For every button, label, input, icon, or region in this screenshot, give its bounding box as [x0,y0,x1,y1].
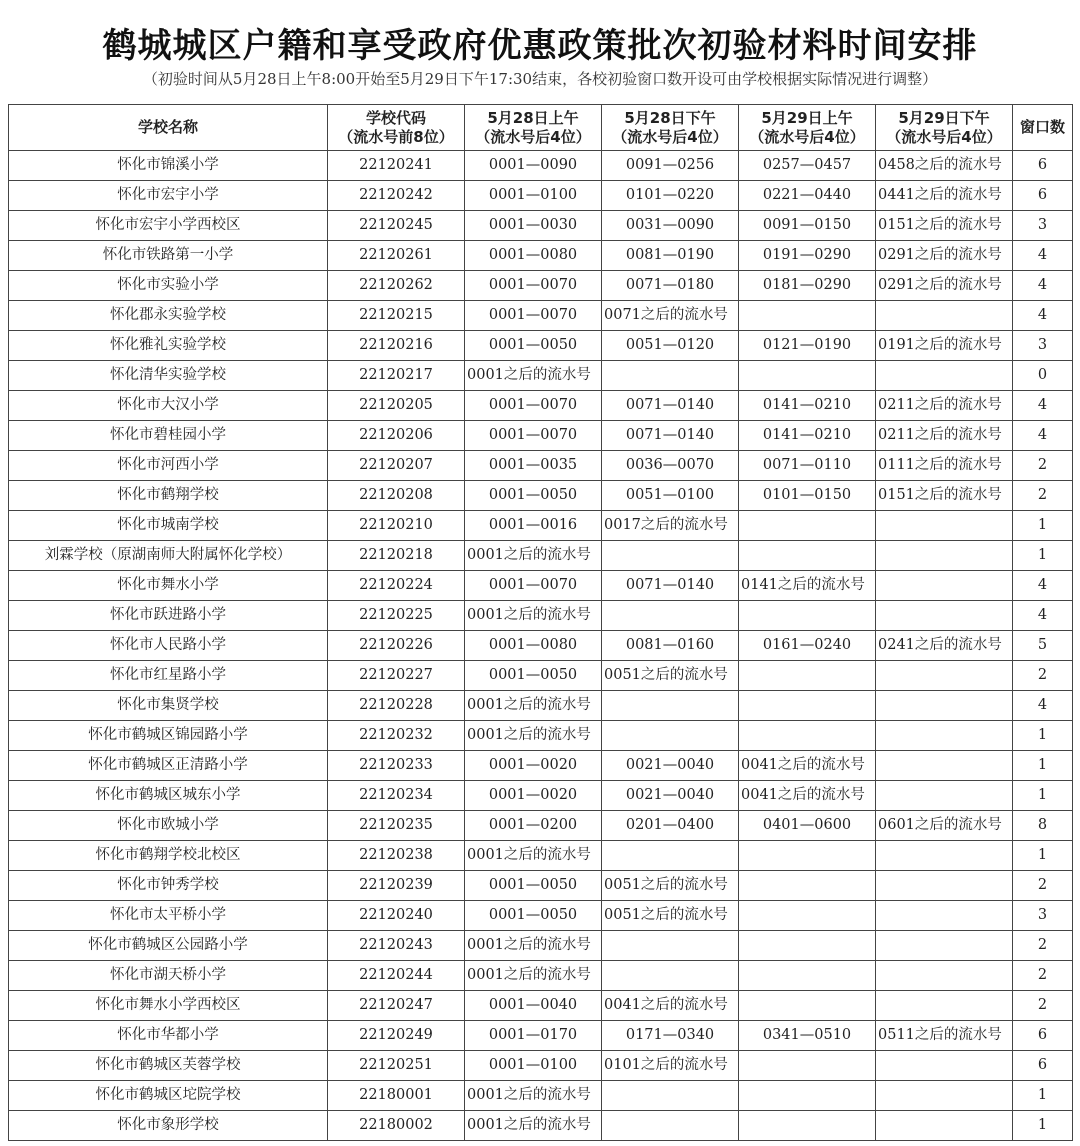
header-window-count: 窗口数 [1013,105,1073,151]
may29-am-cell: 0257—0457 [739,151,876,181]
may28-am-cell: 0001—0070 [465,421,602,451]
may28-am-cell: 0001—0050 [465,331,602,361]
may28-pm-cell [602,961,739,991]
may28-pm-cell: 0101—0220 [602,181,739,211]
may28-pm-cell: 0171—0340 [602,1021,739,1051]
may28-pm-cell [602,841,739,871]
may29-pm-cell: 0151之后的流水号 [876,211,1013,241]
may28-pm-cell: 0051之后的流水号 [602,661,739,691]
may29-am-cell: 0161—0240 [739,631,876,661]
may28-pm-cell: 0021—0040 [602,751,739,781]
table-row [9,331,1073,361]
may29-am-cell: 0091—0150 [739,211,876,241]
may28-am-cell: 0001之后的流水号 [465,721,602,751]
school-code-cell: 22180001 [328,1081,465,1111]
table-row [9,451,1073,481]
may28-am-cell: 0001之后的流水号 [465,601,602,631]
may28-am-cell: 0001—0050 [465,481,602,511]
may28-am-cell: 0001—0070 [465,301,602,331]
window-count-cell: 2 [1013,481,1073,511]
may28-am-cell: 0001之后的流水号 [465,541,602,571]
school-code-cell: 22120218 [328,541,465,571]
may29-pm-cell [876,661,1013,691]
window-count-cell: 6 [1013,151,1073,181]
may29-pm-cell: 0291之后的流水号 [876,271,1013,301]
window-count-cell: 6 [1013,181,1073,211]
school-name-cell: 怀化市华都小学 [9,1021,328,1051]
school-name-cell: 怀化市鹤城区公园路小学 [9,931,328,961]
header-school-code: 学校代码 （流水号前8位） [328,105,465,151]
school-name-cell: 怀化市舞水小学西校区 [9,991,328,1021]
table-row [9,1021,1073,1051]
school-code-cell: 22120244 [328,961,465,991]
may28-pm-cell: 0201—0400 [602,811,739,841]
may28-am-cell: 0001—0035 [465,451,602,481]
table-row [9,871,1073,901]
may28-pm-cell: 0051—0100 [602,481,739,511]
may28-pm-cell: 0071之后的流水号 [602,301,739,331]
may28-am-cell: 0001之后的流水号 [465,1111,602,1141]
may29-pm-cell [876,751,1013,781]
may29-am-cell: 0041之后的流水号 [739,751,876,781]
may28-am-cell: 0001—0040 [465,991,602,1021]
may28-am-cell: 0001—0050 [465,901,602,931]
school-name-cell: 怀化市湖天桥小学 [9,961,328,991]
may28-pm-cell [602,601,739,631]
school-name-cell: 怀化清华实验学校 [9,361,328,391]
may28-pm-cell [602,1081,739,1111]
school-name-cell: 怀化市宏宇小学西校区 [9,211,328,241]
window-count-cell: 5 [1013,631,1073,661]
may29-pm-cell [876,1051,1013,1081]
school-name-cell: 怀化市大汉小学 [9,391,328,421]
may29-am-cell: 0191—0290 [739,241,876,271]
school-code-cell: 22120261 [328,241,465,271]
may28-pm-cell [602,541,739,571]
school-code-cell: 22120215 [328,301,465,331]
may29-pm-cell [876,361,1013,391]
table-row [9,391,1073,421]
may29-pm-cell [876,901,1013,931]
may29-am-cell [739,541,876,571]
may28-pm-cell: 0081—0190 [602,241,739,271]
may29-am-cell [739,991,876,1021]
may28-am-cell: 0001—0030 [465,211,602,241]
page-title: 鹤城城区户籍和享受政府优惠政策批次初验材料时间安排 [102,26,978,66]
may29-pm-cell [876,691,1013,721]
school-name-cell: 怀化市鹤城区正清路小学 [9,751,328,781]
window-count-cell: 1 [1013,841,1073,871]
may29-am-cell [739,901,876,931]
schedule-table [8,104,1073,1141]
may28-am-cell: 0001—0090 [465,151,602,181]
window-count-cell: 4 [1013,571,1073,601]
school-name-cell: 怀化市象形学校 [9,1111,328,1141]
may29-am-cell [739,511,876,541]
school-code-cell: 22180002 [328,1111,465,1141]
may28-pm-cell: 0081—0160 [602,631,739,661]
school-name-cell: 怀化市鹤翔学校 [9,481,328,511]
window-count-cell: 2 [1013,931,1073,961]
may28-am-cell: 0001—0016 [465,511,602,541]
school-name-cell: 怀化市碧桂园小学 [9,421,328,451]
window-count-cell: 2 [1013,451,1073,481]
table-header-row [9,105,1073,151]
may29-am-cell [739,871,876,901]
school-code-cell: 22120239 [328,871,465,901]
may28-pm-cell: 0017之后的流水号 [602,511,739,541]
window-count-cell: 2 [1013,871,1073,901]
window-count-cell: 1 [1013,751,1073,781]
school-code-cell: 22120208 [328,481,465,511]
may28-am-cell: 0001—0170 [465,1021,602,1051]
school-code-cell: 22120235 [328,811,465,841]
may29-pm-cell: 0441之后的流水号 [876,181,1013,211]
table-row [9,661,1073,691]
window-count-cell: 8 [1013,811,1073,841]
may29-pm-cell: 0511之后的流水号 [876,1021,1013,1051]
may28-am-cell: 0001—0200 [465,811,602,841]
may28-pm-cell: 0041之后的流水号 [602,991,739,1021]
table-row [9,301,1073,331]
may28-am-cell: 0001之后的流水号 [465,361,602,391]
may28-pm-cell: 0051之后的流水号 [602,901,739,931]
may29-am-cell [739,931,876,961]
school-name-cell: 怀化市鹤翔学校北校区 [9,841,328,871]
may29-pm-cell [876,781,1013,811]
may29-am-cell [739,721,876,751]
table-row [9,271,1073,301]
may28-am-cell: 0001之后的流水号 [465,691,602,721]
may29-pm-cell: 0601之后的流水号 [876,811,1013,841]
may28-am-cell: 0001—0100 [465,181,602,211]
may29-pm-cell [876,991,1013,1021]
may29-am-cell: 0341—0510 [739,1021,876,1051]
may29-am-cell [739,1051,876,1081]
school-name-cell: 怀化市宏宇小学 [9,181,328,211]
school-code-cell: 22120206 [328,421,465,451]
may28-am-cell: 0001之后的流水号 [465,1081,602,1111]
school-name-cell: 怀化市舞水小学 [9,571,328,601]
school-code-cell: 22120232 [328,721,465,751]
window-count-cell: 2 [1013,961,1073,991]
school-name-cell: 怀化市人民路小学 [9,631,328,661]
school-name-cell: 怀化市鹤城区城东小学 [9,781,328,811]
table-row [9,1081,1073,1111]
may28-am-cell: 0001—0070 [465,571,602,601]
table-row [9,421,1073,451]
may29-pm-cell [876,841,1013,871]
may28-pm-cell: 0036—0070 [602,451,739,481]
table-row [9,481,1073,511]
school-code-cell: 22120241 [328,151,465,181]
may28-am-cell: 0001之后的流水号 [465,961,602,991]
may28-pm-cell [602,361,739,391]
table-row [9,511,1073,541]
window-count-cell: 2 [1013,991,1073,1021]
may29-pm-cell [876,301,1013,331]
school-code-cell: 22120249 [328,1021,465,1051]
window-count-cell: 1 [1013,721,1073,751]
may29-pm-cell: 0458之后的流水号 [876,151,1013,181]
may29-pm-cell [876,601,1013,631]
school-code-cell: 22120225 [328,601,465,631]
may28-pm-cell [602,1111,739,1141]
school-code-cell: 22120242 [328,181,465,211]
window-count-cell: 4 [1013,391,1073,421]
table-row [9,781,1073,811]
table-body [9,151,1073,1141]
school-code-cell: 22120217 [328,361,465,391]
may29-am-cell [739,661,876,691]
may29-pm-cell [876,541,1013,571]
may29-pm-cell [876,721,1013,751]
window-count-cell: 4 [1013,241,1073,271]
school-code-cell: 22120216 [328,331,465,361]
may28-pm-cell: 0051—0120 [602,331,739,361]
table-row [9,1111,1073,1141]
table-row [9,991,1073,1021]
may29-pm-cell [876,511,1013,541]
window-count-cell: 6 [1013,1021,1073,1051]
table-row [9,931,1073,961]
table-row [9,901,1073,931]
window-count-cell: 1 [1013,1111,1073,1141]
header-may28-pm: 5月28日下午 （流水号后4位） [602,105,739,151]
table-row [9,631,1073,661]
may29-am-cell [739,1081,876,1111]
table-row [9,721,1073,751]
may28-pm-cell: 0071—0140 [602,391,739,421]
table-row [9,961,1073,991]
school-name-cell: 怀化市锦溪小学 [9,151,328,181]
may28-pm-cell: 0071—0140 [602,571,739,601]
window-count-cell: 2 [1013,661,1073,691]
school-code-cell: 22120205 [328,391,465,421]
may28-am-cell: 0001—0080 [465,631,602,661]
may29-am-cell: 0101—0150 [739,481,876,511]
window-count-cell: 4 [1013,691,1073,721]
school-name-cell: 刘霖学校（原湖南师大附属怀化学校） [9,541,328,571]
school-code-cell: 22120238 [328,841,465,871]
may29-pm-cell [876,571,1013,601]
may28-am-cell: 0001之后的流水号 [465,841,602,871]
table-row [9,751,1073,781]
school-code-cell: 22120210 [328,511,465,541]
may28-pm-cell: 0091—0256 [602,151,739,181]
window-count-cell: 4 [1013,601,1073,631]
window-count-cell: 4 [1013,301,1073,331]
may29-pm-cell [876,871,1013,901]
school-code-cell: 22120226 [328,631,465,661]
may29-am-cell: 0401—0600 [739,811,876,841]
school-name-cell: 怀化市集贤学校 [9,691,328,721]
school-code-cell: 22120233 [328,751,465,781]
school-name-cell: 怀化市鹤城区锦园路小学 [9,721,328,751]
school-code-cell: 22120227 [328,661,465,691]
window-count-cell: 1 [1013,781,1073,811]
header-may28-am: 5月28日上午 （流水号后4位） [465,105,602,151]
school-name-cell: 怀化市欧城小学 [9,811,328,841]
may29-am-cell: 0181—0290 [739,271,876,301]
may28-am-cell: 0001—0070 [465,391,602,421]
table-row [9,241,1073,271]
table-row [9,541,1073,571]
may29-am-cell: 0071—0110 [739,451,876,481]
window-count-cell: 1 [1013,541,1073,571]
header-may29-pm: 5月29日下午 （流水号后4位） [876,105,1013,151]
may29-am-cell [739,361,876,391]
window-count-cell: 0 [1013,361,1073,391]
may29-pm-cell: 0191之后的流水号 [876,331,1013,361]
school-code-cell: 22120234 [328,781,465,811]
may28-pm-cell: 0071—0140 [602,421,739,451]
may29-am-cell: 0041之后的流水号 [739,781,876,811]
may29-am-cell [739,691,876,721]
may29-am-cell: 0141之后的流水号 [739,571,876,601]
table-row [9,571,1073,601]
school-name-cell: 怀化市实验小学 [9,271,328,301]
may28-pm-cell: 0101之后的流水号 [602,1051,739,1081]
may29-pm-cell: 0111之后的流水号 [876,451,1013,481]
may29-am-cell: 0121—0190 [739,331,876,361]
school-code-cell: 22120240 [328,901,465,931]
table-row [9,181,1073,211]
school-code-cell: 22120251 [328,1051,465,1081]
window-count-cell: 1 [1013,1081,1073,1111]
may29-pm-cell: 0211之后的流水号 [876,421,1013,451]
school-name-cell: 怀化市鹤城区坨院学校 [9,1081,328,1111]
school-name-cell: 怀化郡永实验学校 [9,301,328,331]
window-count-cell: 3 [1013,331,1073,361]
window-count-cell: 1 [1013,511,1073,541]
school-code-cell: 22120262 [328,271,465,301]
school-name-cell: 怀化市河西小学 [9,451,328,481]
header-may29-am: 5月29日上午 （流水号后4位） [739,105,876,151]
school-name-cell: 怀化市鹤城区芙蓉学校 [9,1051,328,1081]
window-count-cell: 6 [1013,1051,1073,1081]
table-row [9,361,1073,391]
may29-pm-cell [876,1081,1013,1111]
may29-am-cell: 0141—0210 [739,421,876,451]
school-code-cell: 22120224 [328,571,465,601]
may29-pm-cell: 0291之后的流水号 [876,241,1013,271]
school-name-cell: 怀化雅礼实验学校 [9,331,328,361]
school-code-cell: 22120228 [328,691,465,721]
may29-am-cell [739,841,876,871]
may29-am-cell [739,961,876,991]
window-count-cell: 4 [1013,271,1073,301]
school-code-cell: 22120207 [328,451,465,481]
may29-pm-cell: 0241之后的流水号 [876,631,1013,661]
school-name-cell: 怀化市跃进路小学 [9,601,328,631]
table-row [9,211,1073,241]
school-name-cell: 怀化市红星路小学 [9,661,328,691]
window-count-cell: 3 [1013,901,1073,931]
may28-am-cell: 0001之后的流水号 [465,931,602,961]
may28-pm-cell: 0051之后的流水号 [602,871,739,901]
window-count-cell: 4 [1013,421,1073,451]
may28-pm-cell [602,721,739,751]
may28-am-cell: 0001—0050 [465,661,602,691]
school-code-cell: 22120243 [328,931,465,961]
school-code-cell: 22120245 [328,211,465,241]
page-subtitle: （初验时间从5月28日上午8:00开始至5月29日下午17:30结束，各校初验窗口数开设可由学校根据实际情况进行调整） [142,70,938,88]
may29-am-cell [739,1111,876,1141]
table-row [9,601,1073,631]
may29-am-cell: 0221—0440 [739,181,876,211]
may28-am-cell: 0001—0080 [465,241,602,271]
table-row [9,841,1073,871]
may29-am-cell [739,301,876,331]
may29-pm-cell [876,931,1013,961]
table-row [9,691,1073,721]
may28-pm-cell [602,931,739,961]
table-row [9,811,1073,841]
may28-pm-cell [602,691,739,721]
may29-pm-cell [876,961,1013,991]
may28-pm-cell: 0071—0180 [602,271,739,301]
header-school-name: 学校名称 [9,105,328,151]
may29-pm-cell: 0151之后的流水号 [876,481,1013,511]
may28-am-cell: 0001—0020 [465,781,602,811]
may28-am-cell: 0001—0100 [465,1051,602,1081]
may28-am-cell: 0001—0020 [465,751,602,781]
school-name-cell: 怀化市太平桥小学 [9,901,328,931]
may29-pm-cell: 0211之后的流水号 [876,391,1013,421]
may29-am-cell: 0141—0210 [739,391,876,421]
table-row [9,151,1073,181]
may29-pm-cell [876,1111,1013,1141]
may29-am-cell [739,601,876,631]
may28-pm-cell: 0031—0090 [602,211,739,241]
may28-am-cell: 0001—0070 [465,271,602,301]
school-name-cell: 怀化市钟秀学校 [9,871,328,901]
window-count-cell: 3 [1013,211,1073,241]
school-name-cell: 怀化市铁路第一小学 [9,241,328,271]
may28-pm-cell: 0021—0040 [602,781,739,811]
may28-am-cell: 0001—0050 [465,871,602,901]
school-code-cell: 22120247 [328,991,465,1021]
table-row [9,1051,1073,1081]
school-name-cell: 怀化市城南学校 [9,511,328,541]
